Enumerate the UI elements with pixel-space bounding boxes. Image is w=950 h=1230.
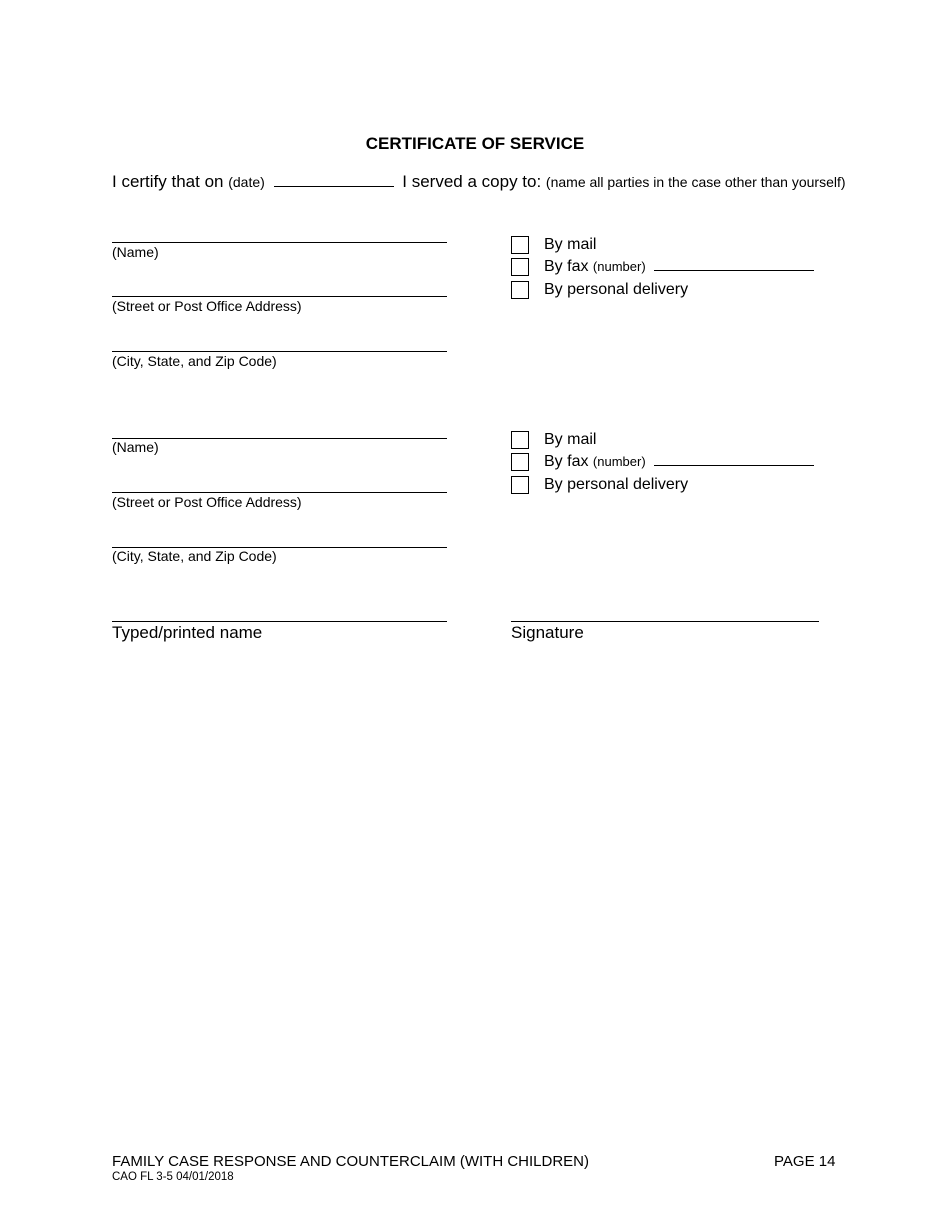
party1-by-fax-checkbox[interactable]	[511, 258, 529, 276]
party2-address-field[interactable]	[112, 492, 447, 493]
party2-fax-number-label: (number)	[592, 454, 646, 469]
served-note: (name all parties in the case other than yourself)	[545, 174, 846, 190]
party2-by-fax-label: By fax	[544, 453, 589, 470]
party1-city-field[interactable]	[112, 351, 447, 352]
page-number: PAGE 14	[774, 1153, 836, 1170]
party1-address-field[interactable]	[112, 296, 447, 297]
party2-name-field[interactable]	[112, 438, 447, 439]
party1-personal-delivery-checkbox[interactable]	[511, 281, 529, 299]
page-title: CERTIFICATE OF SERVICE	[365, 134, 585, 153]
party2-by-fax-option	[544, 453, 814, 471]
party2-city-label: (City, State, and Zip Code)	[112, 548, 277, 564]
date-field[interactable]	[274, 172, 394, 187]
party2-personal-delivery-label: By personal delivery	[544, 476, 689, 493]
party2-fax-number-field[interactable]	[654, 455, 814, 466]
party2-personal-delivery-checkbox[interactable]	[511, 476, 529, 494]
certify-prefix: I certify that on	[112, 172, 224, 191]
footer-form-title: FAMILY CASE RESPONSE AND COUNTERCLAIM (WITH CHILDREN)	[112, 1153, 590, 1170]
party1-personal-delivery-label: By personal delivery	[544, 281, 689, 298]
party2-name-label: (Name)	[112, 439, 159, 455]
printed-name-field[interactable]	[112, 621, 447, 622]
party1-name-label: (Name)	[112, 244, 159, 260]
party1-by-mail-checkbox[interactable]	[511, 236, 529, 254]
party1-name-field[interactable]	[112, 242, 447, 243]
party1-fax-number-label: (number)	[592, 259, 646, 274]
signature-field[interactable]	[511, 621, 819, 622]
certify-statement	[112, 172, 846, 192]
party1-by-fax-label: By fax	[544, 258, 589, 275]
party1-address-label: (Street or Post Office Address)	[112, 298, 302, 314]
party1-by-mail-label: By mail	[544, 236, 597, 253]
party1-city-label: (City, State, and Zip Code)	[112, 353, 277, 369]
party2-by-fax-checkbox[interactable]	[511, 453, 529, 471]
date-label: (date)	[228, 174, 265, 190]
party1-by-fax-option	[544, 258, 814, 276]
party2-by-mail-checkbox[interactable]	[511, 431, 529, 449]
party1-fax-number-field[interactable]	[654, 260, 814, 271]
party2-by-mail-label: By mail	[544, 431, 597, 448]
footer-form-code: CAO FL 3-5 04/01/2018	[112, 1171, 234, 1183]
served-label: I served a copy to:	[402, 172, 542, 191]
party2-address-label: (Street or Post Office Address)	[112, 494, 302, 510]
signature-label: Signature	[511, 623, 584, 642]
printed-name-label: Typed/printed name	[112, 623, 263, 642]
